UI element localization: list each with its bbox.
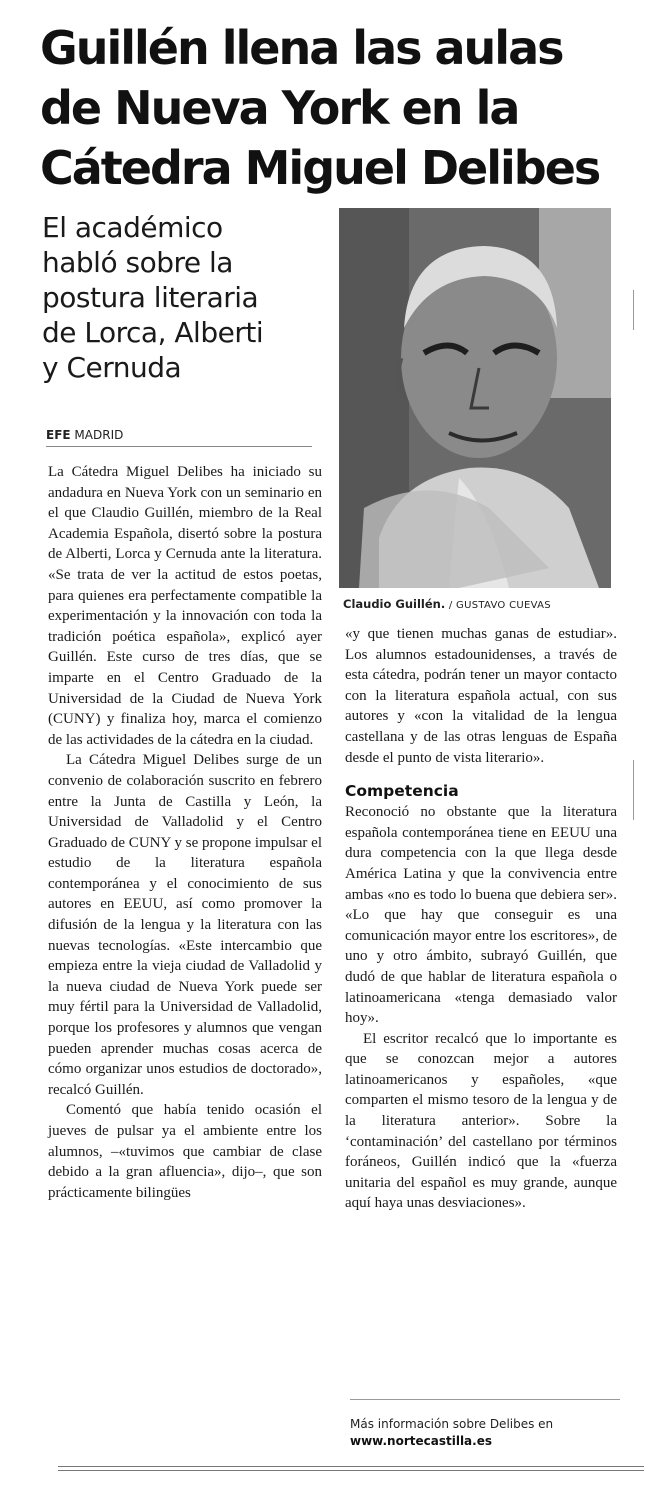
caption-name: Claudio Guillén. (343, 597, 446, 611)
paragraph-6: El escritor recalcó que lo importante es que se conozcan mejor a autores latinoamericanos y españoles, «que comparten el mismo tesoro de la lengua y de la literatura anterior». Sobre la ‘contaminación’ del castellano por términos foráneos, Guillén indicó que la «fuerza unitaria del español es muy grande, aunque aquí haya unas desviaciones». (345, 1030, 617, 1212)
subhead-line-4: de Lorca, Alberti (42, 316, 264, 349)
section-heading: Competencia (345, 782, 459, 801)
subhead-line-2: habló sobre la (42, 246, 233, 279)
paragraph-3: Comentó que había tenido ocasión el jueves de pulsar ya el ambiente entre los alumnos, –«tuvimos que cambiar de clase debido a la gran afluencia», dijo–, que son prácticamente bilingües (48, 1102, 322, 1201)
subheadline (42, 210, 322, 385)
portrait-illustration (339, 208, 611, 588)
margin-mark (633, 290, 634, 330)
more-info-box (350, 1399, 620, 1450)
headline-line-1: Guillén llena las aulas (40, 21, 563, 75)
margin-mark (633, 760, 634, 820)
subhead-line-3: postura literaria (42, 281, 259, 314)
byline-agency: EFE (46, 428, 71, 442)
article-column-2 (345, 624, 617, 1214)
paragraph-2: La Cátedra Miguel Delibes surge de un convenio de colaboración suscrito en febrero entre la Junta de Castilla y León, la Universidad de Valladolid y el Centro Graduado de CUNY y se propone impulsar el estudio de la literatura española contemporánea y el conocimiento de sus autores en EEUU, así como promover la difusión de la lengua y la literatura con las nuevas tecnologías. «Este intercambio que empieza entre la vieja ciudad de Valladolid y la nueva ciudad de Nueva York puede ser muy fértil para la Universidad de Valladolid, porque los profesores y alumnos que vengan pueden aprender muchas cosas acerca de cómo organizar unos estudios de doctorado», recalcó Guillén. (48, 752, 322, 1098)
subhead-line-1: El académico (42, 211, 223, 244)
headline (40, 18, 620, 198)
paragraph-1: La Cátedra Miguel Delibes ha iniciado su andadura en Nueva York con un seminario en el que Claudio Guillén, miembro de la Real Academia Española, disertó sobre la postura de Alberti, Lorca y Cernuda ante la literatura. «Se trata de ver la actitud de estos poetas, para quienes era perfectamente compatible la experimentación y la innovación con toda la tradición poética española», explicó ayer Guillén. Este curso de tres días, que se imparte en el Centro Graduado de la Universidad de la Ciudad de Nueva York (CUNY) y finaliza hoy, marca el comienzo de las actividades de la cátedra en la ciudad. (48, 464, 322, 748)
headline-line-2: de Nueva York en la (40, 81, 519, 135)
bottom-rule (58, 1466, 644, 1471)
portrait-photo (339, 208, 611, 588)
paragraph-4: «y que tienen muchas ganas de estudiar». Los alumnos estadounidenses, a través de esta cátedra, podrán tener un mayor contacto con la literatura española actual, con sus autores y «con la vitalidad de la lengua castellana y de las otras lenguas de España desde el punto de vista literario». (345, 626, 617, 766)
byline-place: MADRID (74, 428, 124, 442)
article-column-1 (48, 462, 322, 1203)
more-info-link[interactable]: www.nortecastilla.es (350, 1434, 492, 1448)
photo-caption (343, 597, 623, 611)
headline-line-3: Cátedra Miguel Delibes (40, 141, 600, 195)
paragraph-5: Reconoció no obstante que la literatura española contemporánea tiene en EEUU una dura competencia con la que llega desde América Latina y que la convivencia entre ambas «no es todo lo buena que debiera ser». «Lo que hay que conseguir es una comunicación mayor entre los escritores», de uno y otro ámbito, subrayó Guillén, que dudó de que hablar de literatura española o latinoamericana «tenga demasiado valor hoy». (345, 804, 617, 1027)
subhead-line-5: y Cernuda (42, 351, 182, 384)
caption-credit: / GUSTAVO CUEVAS (448, 600, 551, 611)
byline (46, 428, 312, 447)
more-info-label: Más información sobre Delibes en (350, 1417, 554, 1431)
